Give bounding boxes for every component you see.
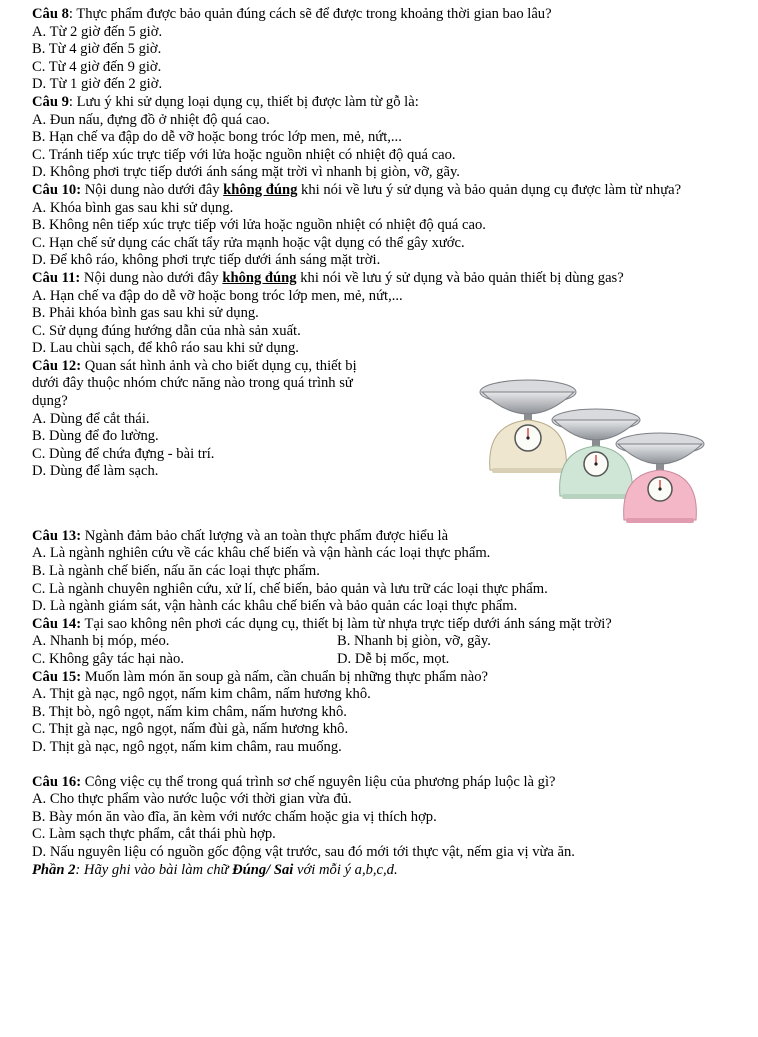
question-stem: Tại sao không nên phơi các dụng cụ, thiết bị làm từ nhựa trực tiếp dưới ánh sáng mặt trời?: [81, 615, 612, 632]
option-b: B. Hạn chế va đập do dễ vỡ hoặc bong tróc lớp men, mẻ, nứt,...: [32, 129, 402, 146]
option-c: C. Không gây tác hại nào.: [32, 651, 184, 668]
option-c: C. Dùng để chứa đựng - bài trí.: [32, 445, 215, 462]
question-stem: : Lưu ý khi sử dụng loại dụng cụ, thiết bị được làm từ gỗ là:: [68, 93, 419, 110]
option-b: B. Thịt bò, ngô ngọt, nấm kim châm, nấm hương khô.: [32, 703, 347, 720]
question-label: Câu 16:: [32, 773, 82, 790]
option-a: A. Hạn chế va đập do dễ vỡ hoặc bong tróc lớp men, mẻ, nứt,...: [32, 287, 403, 304]
option-b: B. Không nên tiếp xúc trực tiếp với lửa hoặc nguồn nhiệt có nhiệt độ quá cao.: [32, 217, 486, 234]
option-c: C. Tránh tiếp xúc trực tiếp với lửa hoặc nguồn nhiệt có nhiệt độ quá cao.: [32, 146, 456, 163]
option-c: C. Sử dụng đúng hướng dẫn của nhà sản xuất.: [32, 322, 301, 339]
question-14: [32, 616, 748, 669]
option-a: A. Đun nấu, đựng đồ ở nhiệt độ quá cao.: [32, 111, 270, 128]
question-label: Câu 13:: [32, 527, 82, 544]
option-a: A. Thịt gà nạc, ngô ngọt, nấm kim châm, nấm hương khô.: [32, 686, 371, 703]
option-b: B. Phải khóa bình gas sau khi sử dụng.: [32, 305, 259, 322]
emphasis-not-correct: không đúng: [222, 269, 297, 286]
question-11: [32, 270, 748, 358]
question-label: Câu 12:: [32, 357, 82, 374]
question-16: [32, 774, 748, 862]
question-stem: Muốn làm món ăn soup gà nấm, cần chuẩn bị những thực phẩm nào?: [81, 668, 488, 685]
option-a: A. Từ 2 giờ đến 5 giờ.: [32, 23, 163, 40]
option-d: D. Nấu nguyên liệu có nguồn gốc động vật trước, sau đó mới tới thực vật, nếm gia vị vừa ăn.: [32, 843, 575, 860]
option-c: C. Làm sạch thực phẩm, cắt thái phù hợp.: [32, 826, 276, 843]
option-b: B. Từ 4 giờ đến 5 giờ.: [32, 41, 162, 58]
question-stem: Nội dung nào dưới đây: [80, 269, 223, 286]
question-12-text: [32, 358, 374, 481]
question-8: [32, 6, 748, 94]
question-stem: Nội dung nào dưới đây: [81, 181, 224, 198]
question-stem: : Thực phẩm được bảo quản đúng cách sẽ để được trong khoảng thời gian bao lâu?: [68, 6, 552, 22]
option-b: B. Là ngành chế biến, nấu ăn các loại thực phẩm.: [32, 563, 320, 580]
question-12: [32, 358, 748, 528]
question-stem: Quan sát hình ảnh và cho biết dụng cụ, thiết bị dưới đây thuộc nhóm chức năng nào trong quá trình sử dụng?: [32, 357, 357, 410]
part-2-emphasis: Đúng/ Sai: [232, 861, 294, 878]
option-a: A. Cho thực phẩm vào nước luộc với thời gian vừa đủ.: [32, 791, 352, 808]
question-15: [32, 669, 748, 757]
option-a: A. Nhanh bị móp, méo.: [32, 633, 170, 650]
kitchen-scales-image: [478, 358, 708, 528]
option-b: B. Nhanh bị giòn, vỡ, gãy.: [337, 633, 491, 650]
options-row-2: [32, 651, 748, 669]
option-c: C. Là ngành chuyên nghiên cứu, xử lí, chế biến, bảo quản và lưu trữ các loại thực phẩm.: [32, 580, 548, 597]
option-d: D. Lau chùi sạch, để khô ráo sau khi sử dụng.: [32, 340, 299, 357]
question-10: [32, 182, 748, 270]
question-label: Câu 10:: [32, 181, 82, 198]
option-c: C. Hạn chế sử dụng các chất tẩy rửa mạnh hoặc vật dụng có thể gây xước.: [32, 234, 465, 251]
question-stem: Ngành đảm bảo chất lượng và an toàn thực phẩm được hiểu là: [81, 527, 449, 544]
option-c: C. Thịt gà nạc, ngô ngọt, nấm đùi gà, nấm hương khô.: [32, 721, 349, 738]
question-stem-rest: khi nói về lưu ý sử dụng và bảo quản dụng cụ được làm từ nhựa?: [297, 181, 682, 198]
option-b: B. Bày món ăn vào đĩa, ăn kèm với nước chấm hoặc gia vị thích hợp.: [32, 808, 437, 825]
question-label: Câu 8: [32, 6, 69, 22]
option-a: A. Khóa bình gas sau khi sử dụng.: [32, 199, 234, 216]
part-2-text: : Hãy ghi vào bài làm chữ: [75, 861, 233, 878]
question-label: Câu 15:: [32, 668, 82, 685]
option-d: D. Từ 1 giờ đến 2 giờ.: [32, 76, 163, 93]
option-d: D. Không phơi trực tiếp dưới ánh sáng mặt trời vì nhanh bị giòn, vỡ, gãy.: [32, 164, 460, 181]
option-d: D. Là ngành giám sát, vận hành các khâu chế biến và bảo quản các loại thực phẩm.: [32, 598, 518, 615]
options-row-1: [32, 633, 748, 651]
question-stem: Công việc cụ thể trong quá trình sơ chế nguyên liệu của phương pháp luộc là gì?: [81, 773, 556, 790]
option-d: D. Dùng để làm sạch.: [32, 463, 159, 480]
question-label: Câu 14:: [32, 615, 82, 632]
question-label: Câu 11:: [32, 269, 81, 286]
option-d: D. Để khô ráo, không phơi trực tiếp dưới ánh sáng mặt trời.: [32, 252, 381, 269]
spacer: [32, 757, 748, 774]
question-stem-rest: khi nói về lưu ý sử dụng và bảo quản thiết bị dùng gas?: [296, 269, 624, 286]
part-2-text-rest: với mỗi ý a,b,c,d.: [293, 861, 398, 878]
question-label: Câu 9: [32, 93, 69, 110]
emphasis-not-correct: không đúng: [223, 181, 298, 198]
option-a: A. Dùng để cắt thái.: [32, 410, 150, 427]
part-2-label: Phần 2: [32, 861, 76, 878]
option-d: D. Thịt gà nạc, ngô ngọt, nấm kim châm, rau muống.: [32, 739, 342, 755]
part-2-instruction: [32, 862, 748, 880]
option-a: A. Là ngành nghiên cứu về các khâu chế biến và vận hành các loại thực phẩm.: [32, 545, 491, 562]
question-13: [32, 528, 748, 616]
option-b: B. Dùng để đo lường.: [32, 428, 159, 445]
option-d: D. Dễ bị mốc, mọt.: [337, 651, 450, 668]
option-c: C. Từ 4 giờ đến 9 giờ.: [32, 58, 162, 75]
question-9: [32, 94, 748, 182]
